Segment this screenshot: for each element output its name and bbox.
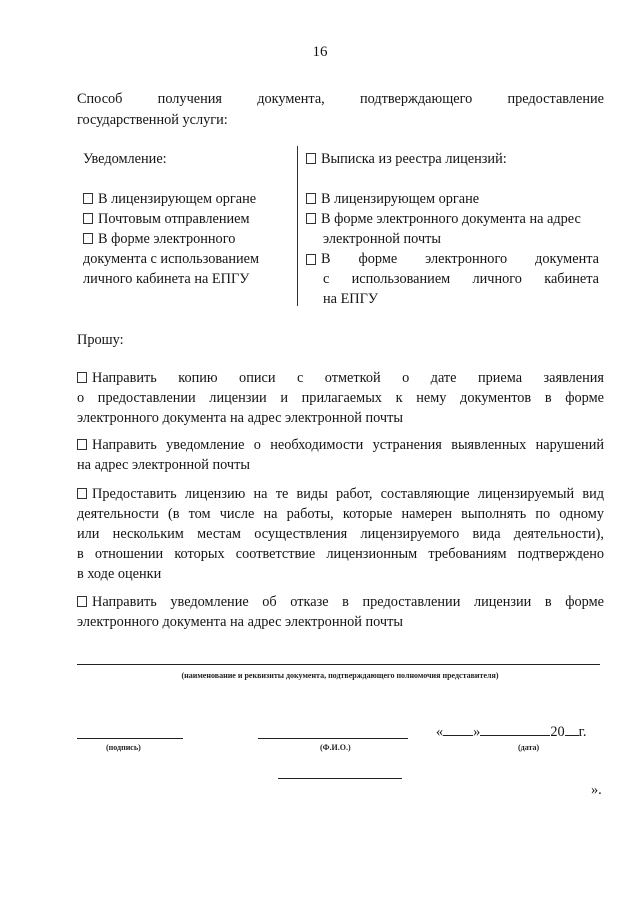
notification-heading: Уведомление: (83, 151, 167, 167)
intro-text-line-1: Способ получения документа, подтверждающего предоставление (77, 91, 604, 107)
page-number: 16 (312, 44, 328, 60)
intro-text-line-2: государственной услуги: (77, 112, 228, 128)
date-day-line[interactable] (443, 721, 473, 736)
checkbox[interactable] (306, 193, 316, 204)
full-name-caption: (Ф.И.О.) (320, 743, 351, 752)
extract-option-epgu[interactable]: В форме электронного документа (306, 249, 599, 269)
extract-option-email[interactable]: В форме электронного документа на адрес (306, 209, 599, 229)
checkbox[interactable] (77, 372, 87, 383)
request-item-copy-of-inventory[interactable]: Направить копию описи с отметкой о дате приема заявления о предоставлении лицензии и прилагаемых к нему документов в форме электронного документа на адрес электронной почты (77, 370, 604, 426)
checkbox[interactable] (83, 193, 93, 204)
checkbox[interactable] (77, 488, 87, 499)
notification-option-post[interactable]: Почтовым отправлением (83, 209, 289, 229)
notification-option-epgu-line-3: личного кабинета на ЕПГУ (83, 271, 250, 287)
representative-document-caption: (наименование и реквизиты документа, подтверждающего полномочия представителя) (181, 671, 499, 680)
extract-option-email-line-2: электронной почты (323, 231, 441, 247)
checkbox[interactable] (77, 439, 87, 450)
date-month-line[interactable] (480, 721, 550, 736)
date-caption: (дата) (518, 743, 540, 752)
notification-option-epgu-line-2: документа с использованием (83, 251, 260, 267)
request-item-grant-license[interactable]: Предоставить лицензию на те виды работ, составляющие лицензируемый вид деятельности (в том числе на работы, которые намерен выполнять по одному или нескольким местам осуществления лицензируемого вида деятельности), в отношении которых соответствие лицензионным требованиям подтверждено в ходе оценки (77, 486, 604, 582)
full-name-line[interactable] (258, 738, 408, 739)
notification-option-epgu[interactable]: В форме электронного (83, 229, 289, 249)
extract-column (306, 149, 599, 309)
checkbox[interactable] (306, 254, 316, 265)
signature-line[interactable] (77, 738, 183, 739)
checkbox[interactable] (306, 213, 316, 224)
notification-option-licensing-body[interactable]: В лицензирующем органе (83, 189, 289, 209)
date-field[interactable]: « » 20 г. (436, 721, 586, 742)
notification-column (83, 149, 289, 289)
checkbox[interactable] (77, 596, 87, 607)
closing-quote: ». (591, 782, 602, 798)
extract-option-epgu-line-2: с использованием личного кабинета (323, 271, 599, 287)
checkbox[interactable] (83, 213, 93, 224)
request-item-refusal-notice[interactable]: Направить уведомление об отказе в предоставлении лицензии в форме электронного документа на адрес электронной почты (77, 594, 604, 630)
checkbox[interactable] (83, 233, 93, 244)
extract-heading: Выписка из реестра лицензий: (306, 149, 599, 169)
request-item-violations-notice[interactable]: Направить уведомление о необходимости устранения выявленных нарушений на адрес электронной почты (77, 437, 604, 473)
representative-document-line[interactable] (77, 664, 600, 665)
column-divider (297, 146, 298, 306)
date-year-line[interactable] (565, 721, 579, 736)
extract-option-licensing-body[interactable]: В лицензирующем органе (306, 189, 599, 209)
signature-caption: (подпись) (106, 743, 141, 752)
extra-line[interactable] (278, 778, 402, 779)
checkbox[interactable] (306, 153, 316, 164)
request-heading: Прошу: (77, 332, 124, 348)
extract-option-epgu-line-3: на ЕПГУ (323, 291, 379, 307)
